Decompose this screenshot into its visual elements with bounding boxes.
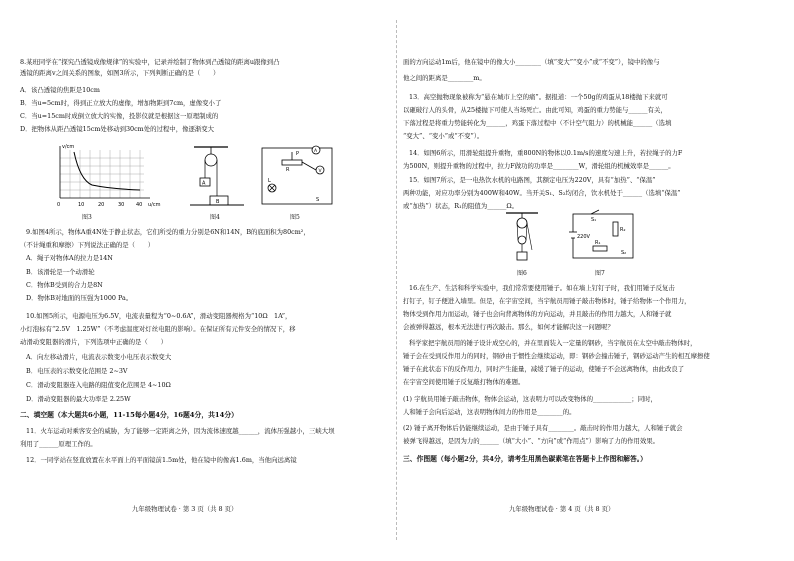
fig4-label: B bbox=[216, 199, 220, 205]
text-line: 小灯泡标有“2.5V 1.25W”（不考虑温度对灯丝电阻的影响）。在保证所有元件安全的情况下，移 bbox=[20, 325, 296, 333]
text-line: (1) 宇航员用锤子敲击物体，物体会运动，这表明力可以改变物体的____________；同时， bbox=[403, 395, 657, 403]
fig7-label: S₁ bbox=[591, 217, 597, 223]
text-line: 16.在生产、生活和科学实验中，我们常常要使用锤子。如在墙上钉钉子时，我们用锤子反复击 bbox=[409, 284, 675, 292]
fig7-label: R₁ bbox=[595, 240, 601, 246]
fig6-pulley-block bbox=[502, 210, 542, 268]
fig3-graph bbox=[56, 140, 176, 210]
fig7-circuit bbox=[565, 208, 645, 264]
text-line: 10.如图5所示，电源电压为6.5V，电流表量程为“0~0.6A”，滑动变阻器规格为“10Ω 1A”， bbox=[26, 312, 292, 320]
fig7-label: 220V bbox=[577, 234, 590, 240]
text-line: 透镜的距离v之间关系的图象，如图3所示，下列判断正确的是（ ） bbox=[20, 69, 220, 77]
fig3-x-axis-label: u/cm bbox=[148, 202, 161, 208]
text-line: B．电压表的示数变化范围是 2~3V bbox=[26, 367, 128, 375]
fig5-label: R bbox=[286, 167, 290, 173]
text-line: 12．一同学站在竖直放置在水平面上的平面镜前1.5m处，他在镜中的像高1.6m，当他向远离镜 bbox=[26, 456, 297, 464]
text-line: 动滑动变阻器的滑片，下列选项中正确的是（ ） bbox=[20, 338, 167, 346]
fig3-y-axis-label: v/cm bbox=[62, 144, 75, 150]
fig5-label: L bbox=[268, 178, 271, 184]
text-line: A．该凸透镜的焦距是10cm bbox=[20, 86, 100, 94]
text-line: 利用了______原理工作的。 bbox=[20, 440, 97, 448]
text-line: 在宇宙空间使用锤子反复敲打物体的难题。 bbox=[403, 378, 525, 386]
text-line: 13．高空抛物现象被称为“悬在城市上空的痛”。据报道：一个50g的鸡蛋从18楼抛下来就可 bbox=[409, 93, 668, 101]
fig5-label: V bbox=[318, 169, 322, 174]
text-line: 11．火车运动对乘客安全的威胁，为了能够一定距离之外，因为流体速度越______，流体压强越小，三峡大坝 bbox=[26, 427, 335, 435]
page-footer: 九年级物理试卷 · 第 3 页（共 8 页） bbox=[132, 505, 238, 513]
fig3-x-tick: 0 bbox=[57, 202, 61, 208]
page-footer: 九年级物理试卷 · 第 4 页（共 8 页） bbox=[509, 505, 615, 513]
text-line: 以砸破行人的头骨，从25楼抛下可使人当场死亡。由此可知，鸡蛋的重力势能与______有关， bbox=[403, 106, 667, 114]
fig5-label: P bbox=[296, 151, 300, 157]
text-line: 人和锤子会向后运动，这表明物体间力的作用是________的。 bbox=[403, 408, 576, 416]
text-line: C．滑动变阻器连入电路的阻值变化范围是 4~10Ω bbox=[26, 381, 171, 389]
text-line: 为500N，则提升重物的过程中，拉力F做功的功率是________W，滑轮组的机械效率是______。 bbox=[403, 162, 675, 170]
figure-caption: 图5 bbox=[290, 214, 300, 221]
text-line: 下落过程是将重力势能转化为______，鸡蛋下落过程中（不计空气阻力）的机械能______（选填 bbox=[403, 119, 672, 127]
fig7-label: S₂ bbox=[621, 250, 627, 256]
fig3-x-tick: 10 bbox=[78, 202, 85, 208]
fig5-label: A bbox=[314, 149, 318, 154]
fig3-x-tick: 30 bbox=[118, 202, 125, 208]
text-line: D．滑动变阻器的最大功率是 2.25W bbox=[26, 395, 131, 403]
figure-caption: 图6 bbox=[517, 270, 527, 277]
text-line: D．物体B对地面的压强为1000 Pa。 bbox=[26, 294, 133, 302]
fig7-label: R₂ bbox=[620, 227, 626, 233]
text-line: B．当u=5cm时，得到正立放大的虚像，增加物距到7cm，虚像变小了 bbox=[20, 99, 222, 107]
text-line: 他之间的距离是________m。 bbox=[403, 74, 486, 82]
fig4-pulley bbox=[188, 144, 248, 210]
fig3-x-tick: 40 bbox=[136, 202, 143, 208]
text-line: C．当u=15cm时成倒立放大的实像，投影仪就是根据这一原理制成的 bbox=[20, 112, 219, 120]
text-line: 面的方向运动1m后，他在镜中的像大小________（填“变大”“变小”或“不变”），镜中的像与 bbox=[403, 58, 660, 66]
fig5-label: S bbox=[316, 197, 320, 203]
text-line: A．向左移动滑片，电流表示数变小电压表示数变大 bbox=[26, 353, 172, 361]
figure-caption: 图7 bbox=[595, 270, 605, 277]
text-line: 14．如图6所示，用滑轮组提升重物，重800N的物体以0.1m/s的速度匀速上升，若拉绳子的力F bbox=[409, 149, 683, 157]
fig3-x-tick: 20 bbox=[98, 202, 105, 208]
section-heading: 二、填空题（本大题共6小题，11-15每小题4分，16题4分，共14分） bbox=[20, 411, 238, 419]
text-line: 8.某班同学在“探究凸透镜成像规律”的实验中，记录并绘制了物体到凸透镜的距离u跟像到凸 bbox=[20, 58, 280, 66]
text-line: B．该滑轮是一个动滑轮 bbox=[26, 268, 95, 276]
text-line: “变大”、“变小”或“不变”）。 bbox=[403, 132, 484, 140]
fig5-circuit bbox=[256, 140, 338, 212]
text-line: 被弹飞得越远，是因为力的______（填“大小”、“方向”或“作用点”）影响了力的作用效果。 bbox=[403, 437, 660, 445]
section-heading: 三、作图题（每小题2分，共4分，请考生用黑色碳素笔在答题卡上作图和解答。） bbox=[403, 455, 647, 463]
text-line: 物体受到作用力而运动，锤子也会向背离物体的方向运动，并且敲击的作用力越大，人和锤子就 bbox=[403, 310, 672, 318]
text-line: 15．如图7所示，是一电热饮水机的电路图，其额定电压为220V，具有“加热”、“保温” bbox=[409, 176, 656, 184]
text-line: (2) 锤子离开物体后仍能继续运动，是由于锤子具有________。敲击时的作用力越大，人和锤子就会 bbox=[403, 424, 683, 432]
text-line: 锤子在此状态下的反作用力，同时产生能量，减缓了锤子的运动，使锤子不会远离物体，由此改良了 bbox=[403, 365, 685, 373]
figure-caption: 图3 bbox=[82, 214, 92, 221]
text-line: D．把物体从距凸透镜15cm处移动到30cm处的过程中，像逐渐变大 bbox=[20, 125, 215, 133]
right-page bbox=[397, 0, 794, 561]
text-line: A．绳子对物体A的拉力是14N bbox=[26, 254, 113, 262]
text-line: 打钉子，钉子便进入墙里。但是，在宇宙空间，当宇航员用锤子敲击物体时，锤子给物体一个作用力， bbox=[403, 297, 691, 305]
text-line: 9.如图4所示，物体A重4N处于静止状态，它们所受的重力分别是6N和14N，B的底面积为80cm²， bbox=[26, 228, 310, 236]
text-line: 或“加热”）状态，R₁的阻值为______Ω。 bbox=[403, 202, 519, 210]
text-line: 会被弹得越远，根本无法进行再次敲击。那么，如何才能解决这一问题呢？ bbox=[403, 323, 614, 331]
figure-caption: 图4 bbox=[210, 214, 220, 221]
text-line: （不计绳重和摩擦）下列说法正确的是（ ） bbox=[20, 241, 155, 249]
text-line: C．物体B受到的合力是8N bbox=[26, 281, 103, 289]
text-line: 两种功能，对应功率分别为400W和40W。当开关S₁、S₂均闭合，饮水机处于______（选填“保温” bbox=[403, 189, 681, 197]
fig4-label: A bbox=[202, 180, 206, 187]
text-line: 锤子会在受到反作用力的同时，钢砂由于惯性会继续运动，即：钢砂会撞击锤子，钢砂运动产生的相互摩擦使 bbox=[403, 352, 710, 360]
text-line: 科学家把宇航员用的锤子设计成空心的，并在里面装入一定量的钢砂，当宇航员在太空中敲击物体时， bbox=[409, 339, 697, 347]
